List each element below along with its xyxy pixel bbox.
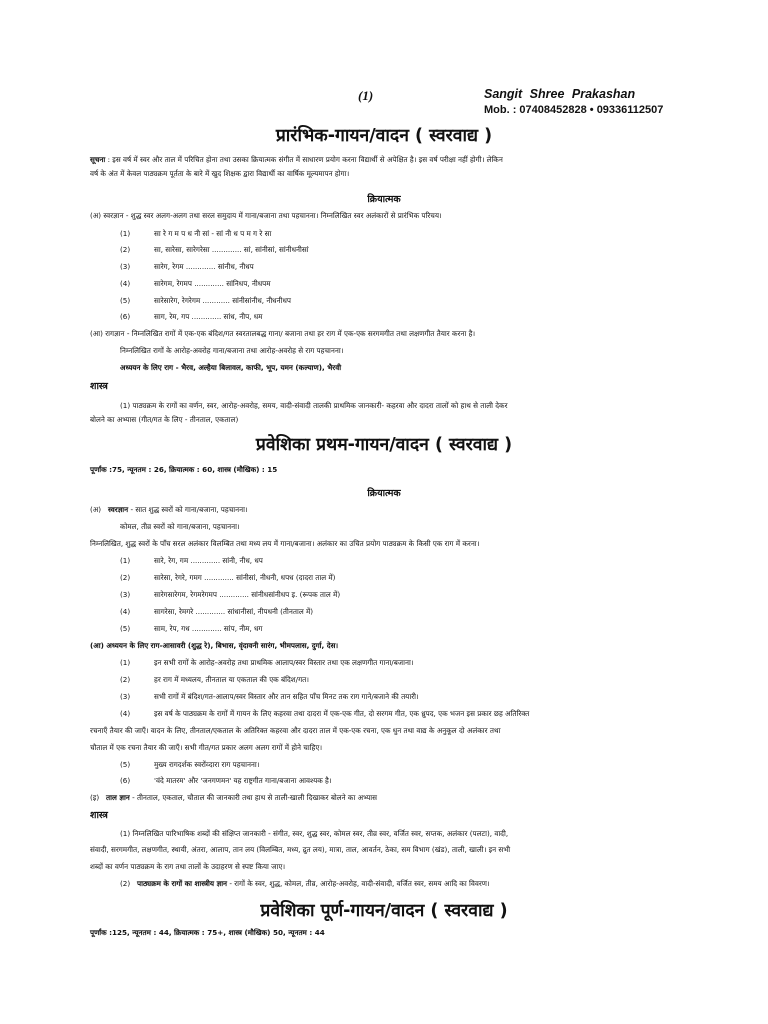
theory-1-line-2: बोलने का अभ्यास (गीत/गत के लिए - तीनताल, एकताल) <box>90 415 239 424</box>
section-title-prarambhik: प्रारंभिक-गायन/वादन ( स्वरवाद्य ) <box>275 126 493 146</box>
raga-req-4-line-2: रचनाएँ तैयार की जाएँ। वादन के लिए, तीनताल/एकताल के अतिरिक्त कहरवा और दादरा ताल में एक-एक रचना, एक धुन तथा वाद्य के अनुकूल दो अलंकार तथा <box>90 726 501 735</box>
section-title-praveshika-purna: प्रवेशिका पूर्ण-गायन/वादन ( स्वरवाद्य ) <box>260 901 508 921</box>
publisher-mobile: Mob. : 07408452828 • 09336112507 <box>484 104 664 116</box>
practical-heading-2: क्रियात्मक <box>367 488 401 499</box>
marks-pratham: पूर्णांक :75, न्यूनतम : 26, क्रियात्मक : 60, शास्त्र (मौखिक) : 15 <box>90 465 278 474</box>
raggyan-line-1: (आ) रागज्ञान - निम्नलिखित रागों में एक-एक बंदिश/गत स्वरतालबद्ध गाना/ बजाना तथा हर राग में एक-एक सरगमगीत तथा लक्षणगीत तैयार करना है। <box>90 329 476 338</box>
raga-req-3: (3) सभी रागों में बंदिश/गत-आलाप/स्वर विस्तार और तान सहित पाँच मिनट तक राग गाने/बजाने की तयारी। <box>120 692 419 701</box>
section-title-praveshika-pratham: प्रवेशिका प्रथम-गायन/वादन ( स्वरवाद्य ) <box>255 435 513 455</box>
theory-2-line-1: (1) निम्नलिखित पारिभाषिक शब्दों की संक्षिप्त जानकारी - संगीत, स्वर, शुद्ध स्वर, कोमल स्वर, तीव्र स्वर, वर्जित स्वर, सप्तक, अलंकार (पलटा), वादी, <box>120 829 509 838</box>
alankar-2-item-2: (2) सारेसा, रेगरे, गमग ............. सांनीसां, नीधनी, धपध (दादरा ताल में) <box>120 573 336 582</box>
raga-req-6: (6) 'वंदे मातरम' और 'जनगणमन' यह राष्ट्रगीत गाना/बजाना आवश्यक है। <box>120 776 332 785</box>
alankar-item-1: (1) सा रे ग म प ध नी सां - सां नी ध प म ग रे सा <box>120 229 272 238</box>
raggyan-line-2: निम्नलिखित रागों के आरोह-अवरोह गाना/बजाना तथा आरोह-अवरोह से राग पहचानना। <box>120 346 344 355</box>
swargyan-2-line-2: कोमल, तीव्र स्वरों को गाना/बजाना, पहचानना। <box>120 522 240 531</box>
notice-line-1: सूचना : इस वर्ष में स्वर और ताल में परिचित होना तथा उसका क्रियात्मक संगीत में साधारण प्रयोग करना विद्यार्थी से अपेक्षित है। इस वर्ष परीक्षा नहीं होगी। लेकिन <box>90 155 503 164</box>
study-ragas-2: (आ) अध्ययन के लिए राग-आसावरी (शुद्ध रे), बिभास, वृंदावनी सारंग, भीमपलास, दुर्गा, देस। <box>90 641 339 650</box>
notice-label: सूचना <box>90 155 106 164</box>
raga-req-4-line-1: (4) इस वर्ष के पाठ्यक्रम के रागों में गायन के लिए कहरवा तथा दादरा में एक-एक गीत, दो सरगम गीत, एक ध्रुपद, एक भजन इस प्रकार छह अतिरिक्त <box>120 709 530 718</box>
notice-line-2: वर्ष के अंत में केवल पाठ्यक्रम पूर्तता के बारे में खुद शिक्षक द्वारा विद्यार्थी का वार्षिक मूल्यमापन होगा। <box>90 169 350 178</box>
swargyan-2-line-1: (अ) स्वरज्ञान - सात शुद्ध स्वरों को गाना/बजाना, पहचानना। <box>90 505 248 514</box>
alankar-item-3: (3) सारेग, रेगम ............. सांनीध, नीधप <box>120 262 254 271</box>
alankar-item-6: (6) साग, रेम, गप ............. सांध, नीप, धम <box>120 312 263 321</box>
practical-heading-1: क्रियात्मक <box>367 194 401 205</box>
alankar-2-item-3: (3) सारेगसारेगम, रेगमरेगमप ............. सांनीधसांनीधप इ. (रूपक ताल में) <box>120 590 341 599</box>
raga-req-4-line-3: चौताल में एक रचना तैयार की जाएँ। सभी गीत/गत प्रकार अलग अलग रागों में होने चाहिए। <box>90 743 323 752</box>
theory-heading-1: शास्त्र <box>90 381 108 392</box>
theory-heading-2: शास्त्र <box>90 810 108 821</box>
theory-1-line-1: (1) पाठ्यक्रम के रागों का वर्णन, स्वर, आरोह-अवरोह, समय, वादी-संवादी तालकी प्राथमिक जानकारी- कहरवा और दादरा तालों को हाथ से ताली देकर <box>120 401 508 410</box>
alankar-2-item-4: (4) सागरेसा, रेमगरे ............. सांधानीसां, नीपधनी (तीनताल में) <box>120 607 314 616</box>
alankar-2-item-1: (1) सारे, रेग, गम ............. सांनी, नीध, धप <box>120 556 263 565</box>
publisher-name: Sangit Shree Prakashan <box>484 87 636 101</box>
marks-purna: पूर्णांक :125, न्यूनतम : 44, क्रियात्मक : 75+, शास्त्र (मौखिक) 50, न्यूनतम : 44 <box>90 928 325 937</box>
swargyan-2-line-3: निम्नलिखित, शुद्ध स्वरों के पाँच सरल अलंकार विलम्बित तथा मध्य लय में गाना/बजाना। अलंकार का उचित प्रयोग पाठ्यक्रम के किसी एक राग में करना। <box>90 539 480 548</box>
raga-req-2: (2) हर राग में मध्यलय, तीनताल या एकताल की एक बंदिश/गत। <box>120 675 309 684</box>
alankar-item-4: (4) सारेगम, रेगमप ............. सांनिधप, नीधपम <box>120 279 271 288</box>
alankar-item-2: (2) सा, सारेसा, सारेगरेसा ............. सां, सांनीसां, सांनीधनीसां <box>120 245 309 254</box>
theory-2-item-2: (2) पाठ्यक्रम के रागों का शास्त्रीय ज्ञान - रागों के स्वर, शुद्ध, कोमल, तीव्र, आरोह-अवरोह, वादी-संवादी, वर्जित स्वर, समय आदि का विवरण। <box>120 879 490 888</box>
alankar-item-5: (5) सारेसारेग, रेगरेगम ............ सांनीसांनीध, नीधनीधप <box>120 296 291 305</box>
theory-2-line-3: शब्दों का वर्णन पाठ्यक्रम के राग तथा तालों के उदाहरण से स्पष्ट किया जाए। <box>90 862 286 871</box>
taal-gyan-line: (इ) ताल ज्ञान - तीनताल, एकताल, चौताल की जानकारी तथा हाथ से ताली-खाली दिखाकर बोलने का अभ्यास <box>90 793 377 802</box>
raggyan-ragas: अध्ययन के लिए राग - भैरव, अल्हैया बिलावल, काफी, भूप, यमन (कल्याण), भैरवी <box>120 363 342 372</box>
raga-req-5: (5) मुख्य रागदर्शक स्वरोंव्दारा राग पहचानना। <box>120 760 260 769</box>
swargyan-line: (अ) स्वरज्ञान - शुद्ध स्वर अलग-अलग तथा सरल समुदाय में गाना/बजाना तथा पहचानना। निम्नलिखित स्वर अलंकारों से प्रारंभिक परिचय। <box>90 211 442 220</box>
page-number: (1) <box>358 88 374 103</box>
theory-2-line-2: संवादी, सरगमगीत, लक्षणगीत, स्थायी, अंतरा, आलाप, तान लय (विलम्बित, मध्य, द्रुत लय), मात्रा, ताल, आवर्तन, ठेका, सम विभाग (खंड), ताली, खाली। इन सभी <box>90 845 511 854</box>
alankar-2-item-5: (5) साम, रेप, गध ............. सांप, नीम, धग <box>120 624 263 633</box>
raga-req-1: (1) इन सभी रागों के आरोह-अवरोह तथा प्राथमिक आलाप/स्वर विस्तार तथा एक लक्षणगीत गाना/बजाना। <box>120 658 414 667</box>
